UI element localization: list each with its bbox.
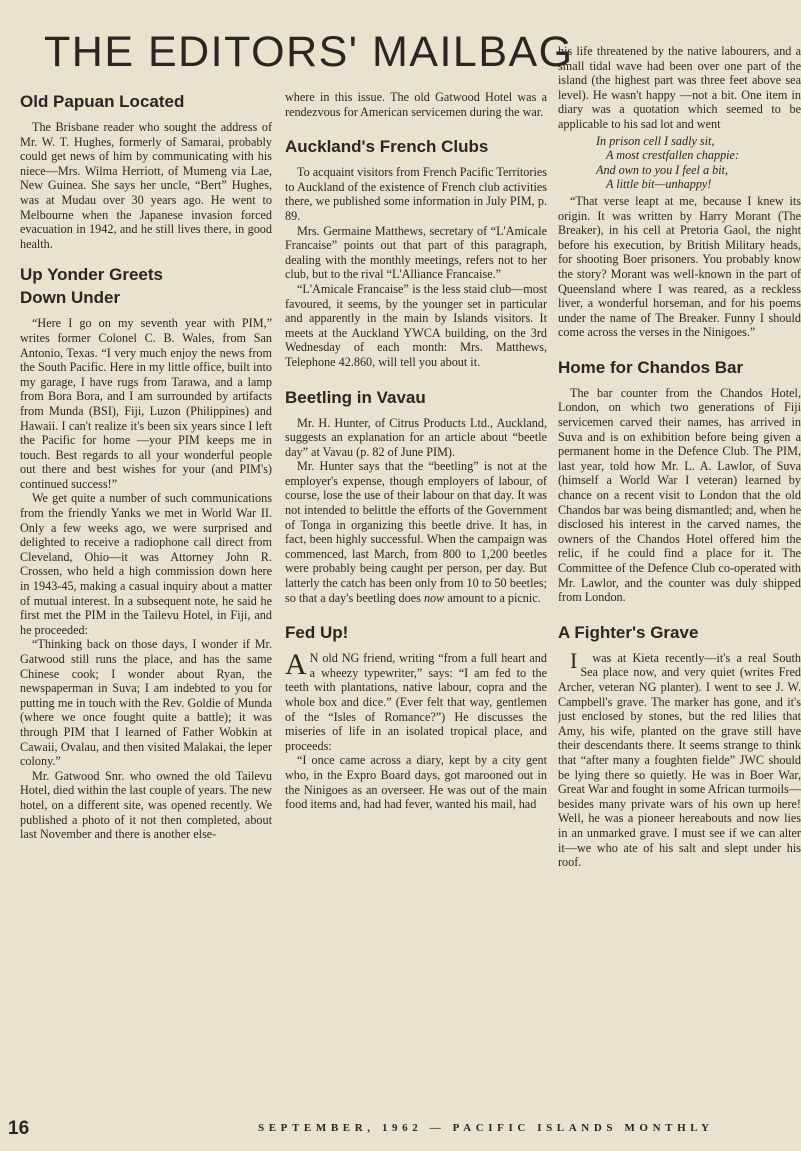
page-title: THE EDITORS' MAILBAG xyxy=(44,28,574,76)
text-run: Mr. Hunter says that the “beetling” is not at the employer's expense, though employers of labour, of course, lose the use of their labour on that day. It was not intended to belittle the efforts of the Government of Tonga in organizing this beetle drive. It has, in fact, been highly successful. When the campaign was commenced, last March, from 800 to 1,200 beetles were probably being caught per person, per day. But latterly the catch has been only from 10 to 50 beetles; so that a day's beetling does xyxy=(285,459,547,605)
verse xyxy=(596,134,801,192)
column-3 xyxy=(558,44,801,1090)
verse-line: A most crestfallen chappie: xyxy=(606,148,740,163)
page-footer xyxy=(0,1118,801,1148)
paragraph: Mr. H. Hunter, of Citrus Products Ltd., Auckland, suggests an explanation for an article about “beetle day” at Vavau (p. 82 of June PIM). xyxy=(285,415,547,459)
paragraph: “That verse leapt at me, because I knew its origin. It was written by Harry Morant (The Breaker), in his cell at Pretoria Gaol, the night before his execution, by British Military heads, for shooting Boer prisoners. You probably know the story? Morant was well-known in the part of Queensland where I was reared, as a reckless liver, a wonderful horseman, and for his poems under the name of The Breaker. Funny I should come across the verses in the Ninigoes.” xyxy=(558,193,801,340)
paragraph-continued: where in this issue. The old Gatwood Hotel was a rendezvous for American servicemen during the war. xyxy=(285,90,547,119)
paragraph xyxy=(285,648,547,753)
emphasis: now xyxy=(423,590,445,605)
heading-line: Up Yonder Greets xyxy=(20,265,163,285)
text-run: was at Kieta recently—it's a real South Sea place now, and very quiet (writes Fred Archer, veteran NG planter). I went to see J. W. Campbell's grave. The marker has gone, and it's just enclosed by stones, but the red lilies that Amy, his wife, planted on the grave still have their descendants there. It seems strange to think that “after many a foughten fielde” JWC should be lying there so quietly. He was in Boer War, Great War and fought in some African turmoils—besides many private wars of his own up here! Well, he was a pioneer hereabouts and now lies in an unmarked grave. I must see if we can alter it—we who ate of his salt and slept under his roof. xyxy=(558,650,801,870)
paragraph: To acquaint visitors from French Pacific Territories to Auckland of the existence of French club activities there, we published some information in July PIM, p. 89. xyxy=(285,165,547,223)
paragraph: The bar counter from the Chandos Hotel, London, on which two generations of Fiji servicemen carved their names, has arrived in Suva and is on exhibition before being given a permanent home in the Defence Club. The PIM, last year, told how Mr. L. A. Lawlor, of Suva (himself a World War I veteran) learned by chance on a recent visit to London that the old Chandos bar was being dismantled; and, when he disclosed his interest in the carved names, the owners of the Chandos Hotel offered him the relic, if he could find a place for it. The Committee of the Defence Club co-operated with Mr. Lawlor, and the counter was duly shipped from London. xyxy=(558,385,801,605)
drop-cap: I xyxy=(570,647,578,673)
paragraph: Mrs. Germaine Matthews, secretary of “L'Amicale Francaise” points out that part of this paragraph, dealing with the monthly meetings, refers not to her club, but to the rival “L'Alliance Francaise.” xyxy=(285,223,547,282)
verse-line: And own to you I feel a bit, xyxy=(596,162,729,177)
paragraph: “Here I go on my seventh year with PIM,” writes former Colonel C. B. Wales, from San Antonio, Texas. “I very much enjoy the news from the South Pacific. Here in my little office, built into my garage, I have rugs from Tarawa, and a lamp from Bora Bora, and I am surrounded by artifacts from Munda (BSI), Fiji, Luzon (Philippines) and Hawaii. I can't realize it's been six years since I left the Pacific for home —your PIM keeps me in touch. Best regards to all your wonderful people out there and best wishes for your (and PIM's) continued success!” xyxy=(20,316,272,491)
column-1 xyxy=(20,90,272,1090)
paragraph: “Thinking back on those days, I wonder if Mr. Gatwood still runs the place, and has the same Chinese cook; I wonder about Ryan, the newspaperman in Suva; I am indebted to you for putting me in touch with the Rev. Goldie of Munda (where we once fought quite a battle); it was through PIM that I learned of Father Wobkin at Cawaii, Ovalau, and then visited Malakai, the leper colony.” xyxy=(20,637,272,769)
verse-line: A little bit—unhappy! xyxy=(606,177,712,192)
heading-chandos: Home for Chandos Bar xyxy=(558,357,744,377)
heading-beetling: Beetling in Vavau xyxy=(285,387,426,407)
heading-fed-up: Fed Up! xyxy=(285,623,349,643)
paragraph: “I once came across a diary, kept by a city gent who, in the Expro Board days, got marooned out in the Ninigoes as an overseer. He was out of the main food items and, had had fever, wanted his mail, had xyxy=(285,753,547,812)
running-title: SEPTEMBER, 1962 — PACIFIC ISLANDS MONTHLY xyxy=(258,1122,714,1134)
heading-old-papuan: Old Papuan Located xyxy=(20,92,185,111)
paragraph: We get quite a number of such communications from the friendly Yanks we met in World War II. Only a few weeks ago, we were surprised and delighted to receive a radiophone call direct from Cleveland, Ohio—it was Attorney John R. Crossen, who held a high commission down here in 1943-45, making a casual inquiry about a matter of mutual interest. In a subsequent note, he said he first met the PIM in the Tailevu Hotel, in Fiji, and he proceeded: xyxy=(20,491,272,637)
text-run: amount to a picnic. xyxy=(444,590,541,605)
paragraph xyxy=(558,647,801,870)
heading-auckland: Auckland's French Clubs xyxy=(285,137,489,157)
heading-line: Down Under xyxy=(20,288,121,308)
paragraph: The Brisbane reader who sought the address of Mr. W. T. Hughes, formerly of Samarai, probably could get news of him by communicating with his niece—Mrs. Wilma Herriott, of Mumeng via Lae, New Guinea. She says her uncle, “Bert” Hughes, was at Mudau over 30 years ago. He went to Melbourne when the Japanese invasion forced evacuation in 1942, and he still lives there, in good health. xyxy=(20,120,272,251)
paragraph-continued: his life threatened by the native labourers, and a small tidal wave had been over one part of the island (the highest part was three feet above sea level). He wasn't happy —not a bit. One item in diary was a quotation which seemed to be applicable to his sad lot and went xyxy=(558,44,801,131)
paragraph: Mr. Gatwood Snr. who owned the old Tailevu Hotel, died within the last couple of years. The new hotel, on a different site, was opened recently. We published a photo of it not then completed, about last November and there is another else- xyxy=(20,768,272,842)
heading-fighter: A Fighter's Grave xyxy=(558,622,699,642)
verse-line: In prison cell I sadly sit, xyxy=(596,133,715,148)
paragraph: “L'Amicale Francaise” is the less staid club—most favoured, it seems, by the younger set in particular and apparently in the main by Islands visitors. It meets at the Auckland YWCA building, on the 3rd Wednesday of each month: Mrs. Matthews, Telephone 42.860, will tell you about it. xyxy=(285,281,547,369)
paragraph xyxy=(285,459,547,605)
text-run: N old NG friend, writing “from a full heart and a wheezy typewriter,” says: “I am fed to the teeth with plantations, native labour, copra and the whole box and dice.” (Ever felt that way, gentlemen of the “Isles of Romance?”) He discusses the miseries of life in an isolated tropical place, and proceeds: xyxy=(285,651,547,753)
heading-up-yonder xyxy=(20,263,272,309)
page-number: 16 xyxy=(8,1118,30,1139)
column-2 xyxy=(285,90,547,1090)
drop-cap: A xyxy=(285,648,307,682)
